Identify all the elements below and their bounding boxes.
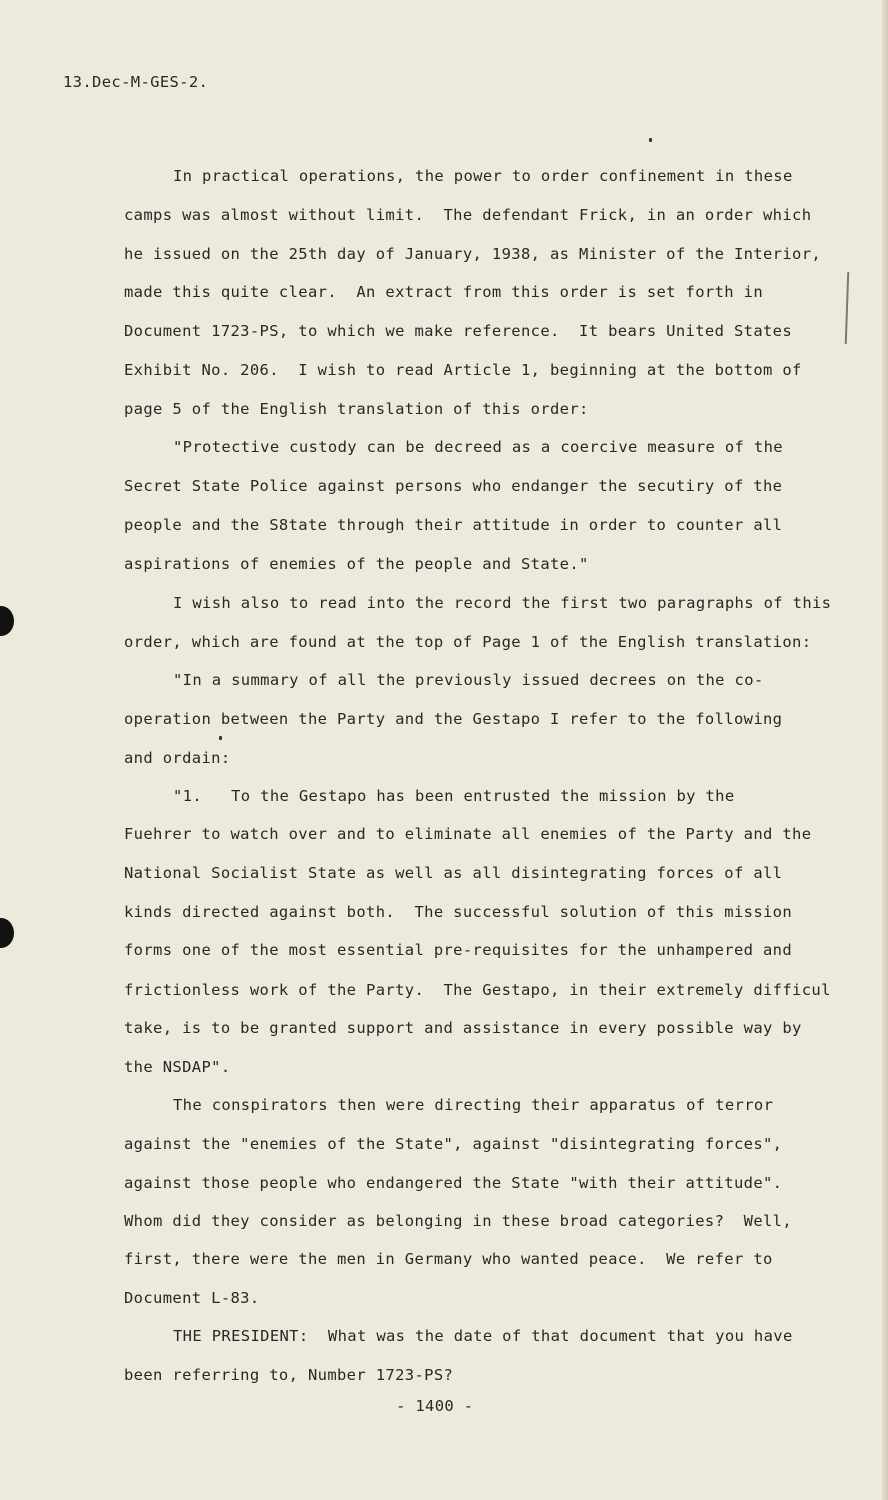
text-line: aspirations of enemies of the people and State." [124, 555, 589, 573]
text-line: frictionless work of the Party. The Gestapo, in their extremely difficul [124, 981, 831, 999]
text-line: Exhibit No. 206. I wish to read Article 1, beginning at the bottom of [124, 361, 802, 379]
text-line: "In a summary of all the previously issued decrees on the co- [173, 671, 764, 689]
text-line: the NSDAP". [124, 1058, 231, 1076]
text-line: people and the S8tate through their attitude in order to counter all [124, 516, 783, 534]
text-line: order, which are found at the top of Page 1 of the English translation: [124, 633, 812, 651]
text-line: against those people who endangered the State "with their attitude". [124, 1174, 783, 1192]
text-line: "Protective custody can be decreed as a coercive measure of the [173, 438, 783, 456]
text-line: National Socialist State as well as all disintegrating forces of all [124, 864, 783, 882]
text-line: I wish also to read into the record the first two paragraphs of this [173, 594, 832, 612]
text-line: Fuehrer to watch over and to eliminate all enemies of the Party and the [124, 825, 812, 843]
text-line: Secret State Police against persons who endanger the secutiry of the [124, 477, 783, 495]
text-line: forms one of the most essential pre-requisites for the unhampered and [124, 941, 793, 959]
text-line: Whom did they consider as belonging in these broad categories? Well, [124, 1212, 793, 1230]
text-line: made this quite clear. An extract from this order is set forth in [124, 283, 763, 301]
text-line: page 5 of the English translation of this order: [124, 400, 589, 418]
text-line: take, is to be granted support and assistance in every possible way by [124, 1019, 802, 1037]
ink-speck [219, 736, 222, 740]
text-line: been referring to, Number 1723-PS? [124, 1366, 454, 1384]
binder-hole-lower [0, 918, 14, 948]
text-line: he issued on the 25th day of January, 1938, as Minister of the Interior, [124, 245, 822, 263]
text-line: and ordain: [124, 749, 231, 767]
text-line: In practical operations, the power to order confinement in these [173, 167, 793, 185]
ink-speck [649, 138, 652, 142]
header-reference: 13.Dec-M-GES-2. [63, 73, 209, 91]
text-line: The conspirators then were directing their apparatus of terror [173, 1096, 774, 1114]
text-line: against the "enemies of the State", against "disintegrating forces", [124, 1135, 783, 1153]
text-line: kinds directed against both. The successful solution of this mission [124, 903, 793, 921]
text-line: operation between the Party and the Gestapo I refer to the following [124, 710, 783, 728]
text-line: "1. To the Gestapo has been entrusted the mission by the [173, 787, 735, 805]
page-edge-shadow [882, 0, 888, 1500]
text-line: camps was almost without limit. The defendant Frick, in an order which [124, 206, 812, 224]
text-line: first, there were the men in Germany who wanted peace. We refer to [124, 1250, 773, 1268]
binder-hole-upper [0, 606, 14, 636]
margin-pencil-mark [845, 272, 850, 344]
text-line: THE PRESIDENT: What was the date of that document that you have [173, 1327, 793, 1345]
text-line: Document L-83. [124, 1289, 260, 1307]
page-number: - 1400 - [396, 1397, 474, 1415]
text-line: Document 1723-PS, to which we make reference. It bears United States [124, 322, 793, 340]
